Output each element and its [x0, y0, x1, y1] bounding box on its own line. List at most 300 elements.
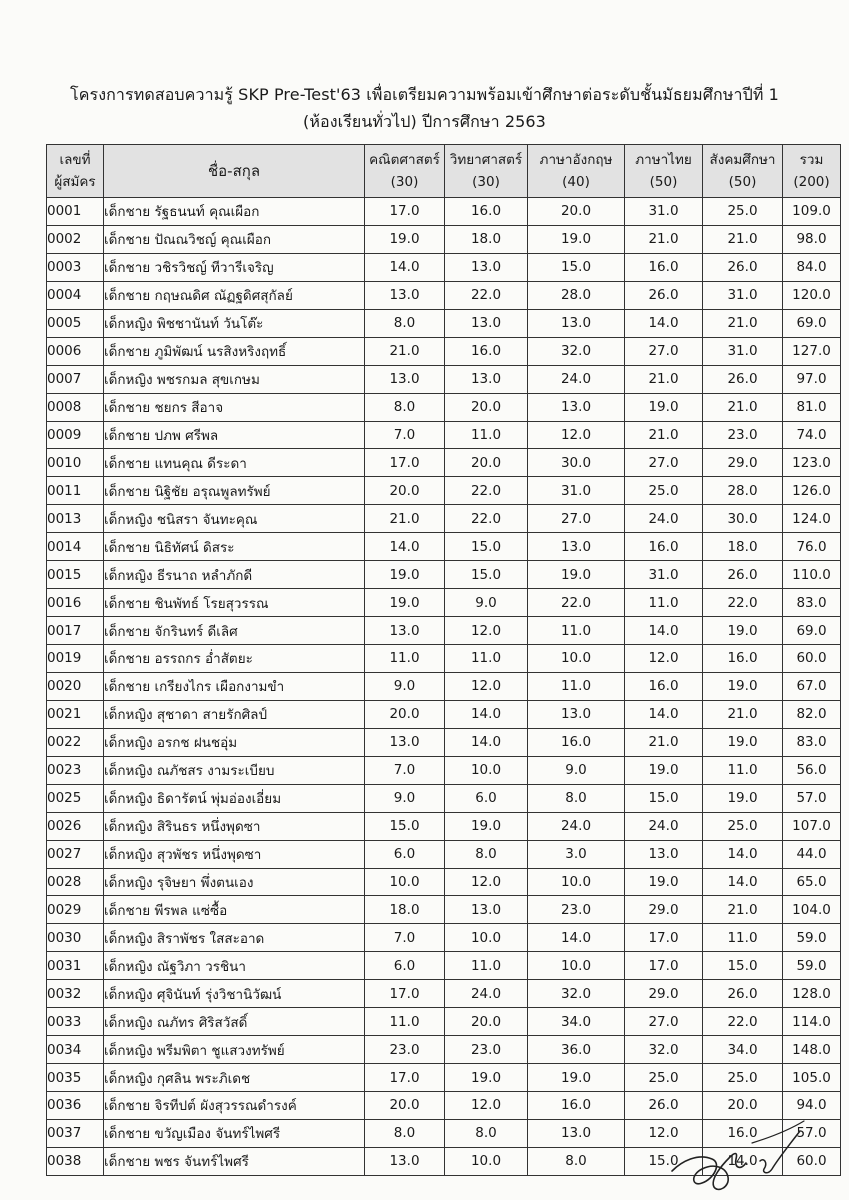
table-row	[47, 728, 841, 756]
cell-science: 16.0	[445, 337, 528, 365]
cell-id: 0001	[47, 198, 104, 226]
cell-thai: 19.0	[625, 868, 703, 896]
table-row	[47, 840, 841, 868]
table-row	[47, 617, 841, 645]
cell-social: 25.0	[703, 1064, 783, 1092]
cell-english: 34.0	[528, 1008, 625, 1036]
cell-social: 25.0	[703, 812, 783, 840]
cell-total: 83.0	[783, 589, 841, 617]
cell-math: 20.0	[365, 1092, 445, 1120]
cell-thai: 25.0	[625, 1064, 703, 1092]
cell-name: เด็กหญิง ธีรนาถ หลำภักดี	[104, 561, 365, 589]
cell-id: 0032	[47, 980, 104, 1008]
cell-math: 13.0	[365, 617, 445, 645]
header-social: สังคมศึกษา (50)	[703, 145, 783, 198]
cell-english: 9.0	[528, 756, 625, 784]
cell-social: 21.0	[703, 309, 783, 337]
cell-social: 29.0	[703, 449, 783, 477]
cell-thai: 25.0	[625, 477, 703, 505]
cell-id: 0031	[47, 952, 104, 980]
cell-math: 19.0	[365, 589, 445, 617]
cell-total: 81.0	[783, 393, 841, 421]
cell-thai: 21.0	[625, 365, 703, 393]
cell-thai: 19.0	[625, 393, 703, 421]
cell-english: 13.0	[528, 393, 625, 421]
cell-social: 19.0	[703, 784, 783, 812]
cell-thai: 24.0	[625, 812, 703, 840]
cell-id: 0019	[47, 645, 104, 673]
cell-science: 19.0	[445, 1064, 528, 1092]
cell-english: 16.0	[528, 728, 625, 756]
cell-math: 14.0	[365, 533, 445, 561]
table-row	[47, 533, 841, 561]
cell-name: เด็กหญิง สุวพัชร หนึ่งพุดซา	[104, 840, 365, 868]
cell-name: เด็กชาย ภูมิพัฒน์ นรสิงหริงฤทธิ์	[104, 337, 365, 365]
table-header-row	[47, 145, 841, 198]
cell-social: 20.0	[703, 1092, 783, 1120]
cell-total: 148.0	[783, 1036, 841, 1064]
cell-thai: 16.0	[625, 253, 703, 281]
cell-math: 17.0	[365, 980, 445, 1008]
cell-total: 83.0	[783, 728, 841, 756]
cell-thai: 16.0	[625, 533, 703, 561]
cell-thai: 26.0	[625, 281, 703, 309]
cell-thai: 21.0	[625, 728, 703, 756]
cell-total: 60.0	[783, 1147, 841, 1175]
cell-science: 10.0	[445, 1147, 528, 1175]
cell-english: 22.0	[528, 589, 625, 617]
cell-name: เด็กหญิง อรกช ฝนชอุ่ม	[104, 728, 365, 756]
cell-science: 13.0	[445, 365, 528, 393]
cell-math: 21.0	[365, 337, 445, 365]
cell-thai: 15.0	[625, 1147, 703, 1175]
cell-english: 36.0	[528, 1036, 625, 1064]
cell-thai: 11.0	[625, 589, 703, 617]
cell-english: 31.0	[528, 477, 625, 505]
cell-science: 10.0	[445, 756, 528, 784]
cell-id: 0009	[47, 421, 104, 449]
cell-id: 0017	[47, 617, 104, 645]
cell-name: เด็กชาย ปัณณวิชญ์ คุณเผือก	[104, 225, 365, 253]
cell-thai: 24.0	[625, 505, 703, 533]
cell-total: 109.0	[783, 198, 841, 226]
cell-science: 20.0	[445, 449, 528, 477]
cell-id: 0023	[47, 756, 104, 784]
header-total: รวม (200)	[783, 145, 841, 198]
cell-math: 21.0	[365, 505, 445, 533]
cell-name: เด็กหญิง ณัฐวิภา วรชินา	[104, 952, 365, 980]
cell-social: 26.0	[703, 253, 783, 281]
cell-science: 12.0	[445, 1092, 528, 1120]
cell-total: 105.0	[783, 1064, 841, 1092]
table-row	[47, 924, 841, 952]
cell-total: 67.0	[783, 672, 841, 700]
cell-math: 6.0	[365, 840, 445, 868]
cell-social: 21.0	[703, 225, 783, 253]
cell-id: 0015	[47, 561, 104, 589]
cell-science: 14.0	[445, 700, 528, 728]
cell-id: 0002	[47, 225, 104, 253]
cell-math: 7.0	[365, 924, 445, 952]
table-row	[47, 645, 841, 673]
cell-name: เด็กชาย พชร จันทร์ไพศรี	[104, 1147, 365, 1175]
cell-science: 11.0	[445, 952, 528, 980]
cell-total: 126.0	[783, 477, 841, 505]
cell-english: 8.0	[528, 1147, 625, 1175]
cell-social: 26.0	[703, 561, 783, 589]
cell-total: 69.0	[783, 617, 841, 645]
header-name: ชื่อ-สกุล	[104, 145, 365, 198]
cell-science: 12.0	[445, 617, 528, 645]
cell-total: 60.0	[783, 645, 841, 673]
cell-total: 59.0	[783, 952, 841, 980]
cell-thai: 31.0	[625, 198, 703, 226]
cell-name: เด็กชาย นิธิทัศน์ ดิสระ	[104, 533, 365, 561]
cell-total: 84.0	[783, 253, 841, 281]
score-table-body	[47, 198, 841, 1176]
cell-english: 10.0	[528, 952, 625, 980]
table-row	[47, 281, 841, 309]
cell-english: 11.0	[528, 672, 625, 700]
cell-social: 15.0	[703, 952, 783, 980]
cell-science: 24.0	[445, 980, 528, 1008]
cell-name: เด็กหญิง ณภัทร ศิริสวัสดิ์	[104, 1008, 365, 1036]
cell-science: 10.0	[445, 924, 528, 952]
header-id: เลขที่ ผู้สมัคร	[47, 145, 104, 198]
cell-thai: 26.0	[625, 1092, 703, 1120]
cell-math: 11.0	[365, 1008, 445, 1036]
table-row	[47, 505, 841, 533]
table-row	[47, 980, 841, 1008]
cell-total: 65.0	[783, 868, 841, 896]
cell-science: 13.0	[445, 253, 528, 281]
cell-name: เด็กชาย เกรียงไกร เผือกงามขำ	[104, 672, 365, 700]
cell-id: 0025	[47, 784, 104, 812]
cell-social: 21.0	[703, 896, 783, 924]
cell-id: 0038	[47, 1147, 104, 1175]
cell-math: 17.0	[365, 449, 445, 477]
cell-name: เด็กชาย พีรพล แซ่ซื้อ	[104, 896, 365, 924]
cell-math: 11.0	[365, 645, 445, 673]
cell-id: 0007	[47, 365, 104, 393]
cell-total: 110.0	[783, 561, 841, 589]
cell-id: 0005	[47, 309, 104, 337]
cell-math: 17.0	[365, 1064, 445, 1092]
cell-english: 19.0	[528, 1064, 625, 1092]
table-row	[47, 561, 841, 589]
cell-total: 82.0	[783, 700, 841, 728]
cell-social: 18.0	[703, 533, 783, 561]
cell-english: 12.0	[528, 421, 625, 449]
cell-social: 22.0	[703, 589, 783, 617]
cell-social: 25.0	[703, 198, 783, 226]
signature-mark	[668, 1113, 808, 1195]
cell-thai: 16.0	[625, 672, 703, 700]
cell-english: 27.0	[528, 505, 625, 533]
cell-thai: 14.0	[625, 700, 703, 728]
table-row	[47, 868, 841, 896]
document-title-line1: โครงการทดสอบความรู้ SKP Pre-Test'63 เพื่อเตรียมความพร้อมเข้าศึกษาต่อระดับชั้นมัธยมศึกษาปีที่ 1	[70, 85, 779, 104]
cell-english: 32.0	[528, 980, 625, 1008]
cell-math: 10.0	[365, 868, 445, 896]
cell-total: 120.0	[783, 281, 841, 309]
cell-english: 15.0	[528, 253, 625, 281]
table-row	[47, 337, 841, 365]
cell-id: 0016	[47, 589, 104, 617]
cell-id: 0030	[47, 924, 104, 952]
cell-math: 14.0	[365, 253, 445, 281]
cell-thai: 31.0	[625, 561, 703, 589]
cell-math: 9.0	[365, 672, 445, 700]
cell-english: 16.0	[528, 1092, 625, 1120]
cell-math: 7.0	[365, 756, 445, 784]
cell-total: 44.0	[783, 840, 841, 868]
cell-name: เด็กชาย ขวัญเมือง จันทร์ไพศรี	[104, 1119, 365, 1147]
cell-science: 8.0	[445, 840, 528, 868]
header-math: คณิตศาสตร์ (30)	[365, 145, 445, 198]
table-row	[47, 672, 841, 700]
header-science: วิทยาศาสตร์ (30)	[445, 145, 528, 198]
cell-social: 16.0	[703, 1119, 783, 1147]
cell-math: 23.0	[365, 1036, 445, 1064]
cell-total: 107.0	[783, 812, 841, 840]
cell-english: 20.0	[528, 198, 625, 226]
cell-name: เด็กหญิง ธิดารัตน์ พุ่มอ่องเอี่ยม	[104, 784, 365, 812]
cell-social: 11.0	[703, 756, 783, 784]
cell-name: เด็กชาย จักรินทร์ ดีเลิศ	[104, 617, 365, 645]
table-row	[47, 477, 841, 505]
cell-name: เด็กหญิง พชรกมล สุขเกษม	[104, 365, 365, 393]
cell-social: 21.0	[703, 393, 783, 421]
cell-thai: 27.0	[625, 337, 703, 365]
cell-thai: 29.0	[625, 896, 703, 924]
cell-science: 16.0	[445, 198, 528, 226]
cell-id: 0026	[47, 812, 104, 840]
cell-math: 13.0	[365, 1147, 445, 1175]
cell-math: 9.0	[365, 784, 445, 812]
cell-name: เด็กชาย อรรถกร อ่ำสัตยะ	[104, 645, 365, 673]
cell-total: 56.0	[783, 756, 841, 784]
cell-total: 69.0	[783, 309, 841, 337]
document-title-line2: (ห้องเรียนทั่วไป) ปีการศึกษา 2563	[303, 112, 546, 131]
cell-science: 19.0	[445, 812, 528, 840]
cell-science: 18.0	[445, 225, 528, 253]
cell-english: 13.0	[528, 309, 625, 337]
cell-total: 98.0	[783, 225, 841, 253]
cell-math: 8.0	[365, 1119, 445, 1147]
cell-name: เด็กชาย ชยกร สีอาจ	[104, 393, 365, 421]
cell-social: 19.0	[703, 728, 783, 756]
cell-english: 24.0	[528, 365, 625, 393]
cell-english: 3.0	[528, 840, 625, 868]
cell-science: 22.0	[445, 477, 528, 505]
cell-thai: 27.0	[625, 1008, 703, 1036]
cell-math: 13.0	[365, 728, 445, 756]
cell-id: 0004	[47, 281, 104, 309]
cell-english: 10.0	[528, 645, 625, 673]
cell-english: 14.0	[528, 924, 625, 952]
cell-math: 19.0	[365, 561, 445, 589]
cell-thai: 19.0	[625, 756, 703, 784]
cell-id: 0022	[47, 728, 104, 756]
cell-science: 6.0	[445, 784, 528, 812]
cell-science: 22.0	[445, 281, 528, 309]
cell-thai: 32.0	[625, 1036, 703, 1064]
cell-math: 13.0	[365, 365, 445, 393]
cell-thai: 17.0	[625, 924, 703, 952]
cell-social: 21.0	[703, 700, 783, 728]
table-row	[47, 253, 841, 281]
cell-math: 7.0	[365, 421, 445, 449]
cell-total: 127.0	[783, 337, 841, 365]
cell-social: 14.0	[703, 1147, 783, 1175]
cell-name: เด็กชาย ปภพ ศรีพล	[104, 421, 365, 449]
table-row	[47, 700, 841, 728]
cell-id: 0020	[47, 672, 104, 700]
cell-id: 0021	[47, 700, 104, 728]
table-row	[47, 784, 841, 812]
table-row	[47, 225, 841, 253]
cell-math: 6.0	[365, 952, 445, 980]
cell-social: 31.0	[703, 337, 783, 365]
cell-id: 0011	[47, 477, 104, 505]
cell-math: 8.0	[365, 309, 445, 337]
cell-science: 12.0	[445, 868, 528, 896]
cell-science: 20.0	[445, 1008, 528, 1036]
cell-thai: 14.0	[625, 309, 703, 337]
cell-english: 23.0	[528, 896, 625, 924]
table-row	[47, 421, 841, 449]
cell-science: 12.0	[445, 672, 528, 700]
cell-id: 0010	[47, 449, 104, 477]
cell-name: เด็กหญิง ศุจินันท์ รุ่งวิชานิวัฒน์	[104, 980, 365, 1008]
cell-total: 123.0	[783, 449, 841, 477]
cell-id: 0037	[47, 1119, 104, 1147]
cell-name: เด็กชาย รัฐธนนท์ คุณเผือก	[104, 198, 365, 226]
cell-social: 30.0	[703, 505, 783, 533]
cell-name: เด็กหญิง สิรินธร หนึ่งพุดซา	[104, 812, 365, 840]
cell-name: เด็กชาย นิฐิชัย อรุณพูลทรัพย์	[104, 477, 365, 505]
cell-thai: 14.0	[625, 617, 703, 645]
cell-science: 11.0	[445, 421, 528, 449]
cell-math: 18.0	[365, 896, 445, 924]
table-row	[47, 365, 841, 393]
cell-name: เด็กหญิง กุศลิน พระภิเดช	[104, 1064, 365, 1092]
table-row	[47, 198, 841, 226]
cell-english: 13.0	[528, 533, 625, 561]
table-row	[47, 1008, 841, 1036]
cell-thai: 12.0	[625, 645, 703, 673]
cell-id: 0035	[47, 1064, 104, 1092]
cell-social: 16.0	[703, 645, 783, 673]
cell-social: 22.0	[703, 1008, 783, 1036]
cell-total: 124.0	[783, 505, 841, 533]
cell-name: เด็กชาย แทนคุณ ดีระดา	[104, 449, 365, 477]
cell-name: เด็กหญิง พิชชานันท์ วันโต๊ะ	[104, 309, 365, 337]
table-row	[47, 1036, 841, 1064]
cell-total: 128.0	[783, 980, 841, 1008]
cell-social: 28.0	[703, 477, 783, 505]
cell-social: 31.0	[703, 281, 783, 309]
cell-thai: 13.0	[625, 840, 703, 868]
cell-science: 14.0	[445, 728, 528, 756]
cell-science: 15.0	[445, 561, 528, 589]
cell-social: 14.0	[703, 840, 783, 868]
cell-name: เด็กชาย ชินพัทธ์ โรยสุวรรณ	[104, 589, 365, 617]
cell-science: 9.0	[445, 589, 528, 617]
table-row	[47, 589, 841, 617]
cell-total: 74.0	[783, 421, 841, 449]
cell-id: 0036	[47, 1092, 104, 1120]
cell-science: 13.0	[445, 896, 528, 924]
cell-english: 13.0	[528, 700, 625, 728]
cell-english: 8.0	[528, 784, 625, 812]
cell-total: 114.0	[783, 1008, 841, 1036]
cell-math: 17.0	[365, 198, 445, 226]
cell-thai: 21.0	[625, 421, 703, 449]
cell-name: เด็กชาย จิรทีปต์ ผังสุวรรณดำรงค์	[104, 1092, 365, 1120]
cell-name: เด็กหญิง สิราพัชร ใสสะอาด	[104, 924, 365, 952]
cell-total: 57.0	[783, 1119, 841, 1147]
cell-total: 57.0	[783, 784, 841, 812]
table-row	[47, 812, 841, 840]
cell-english: 10.0	[528, 868, 625, 896]
cell-science: 20.0	[445, 393, 528, 421]
table-row	[47, 393, 841, 421]
table-row	[47, 756, 841, 784]
cell-total: 59.0	[783, 924, 841, 952]
cell-id: 0003	[47, 253, 104, 281]
cell-id: 0013	[47, 505, 104, 533]
table-row	[47, 1064, 841, 1092]
table-row	[47, 309, 841, 337]
cell-id: 0034	[47, 1036, 104, 1064]
cell-social: 14.0	[703, 868, 783, 896]
cell-social: 19.0	[703, 617, 783, 645]
cell-name: เด็กหญิง รุจิษยา พึ่งตนเอง	[104, 868, 365, 896]
cell-english: 19.0	[528, 225, 625, 253]
cell-id: 0027	[47, 840, 104, 868]
cell-total: 76.0	[783, 533, 841, 561]
cell-math: 19.0	[365, 225, 445, 253]
cell-total: 104.0	[783, 896, 841, 924]
cell-english: 24.0	[528, 812, 625, 840]
cell-name: เด็กหญิง ชนิสรา จันทะคุณ	[104, 505, 365, 533]
cell-science: 15.0	[445, 533, 528, 561]
cell-math: 13.0	[365, 281, 445, 309]
cell-social: 11.0	[703, 924, 783, 952]
cell-social: 26.0	[703, 980, 783, 1008]
cell-id: 0028	[47, 868, 104, 896]
cell-thai: 21.0	[625, 225, 703, 253]
cell-name: เด็กหญิง สุชาดา สายรักศิลป์	[104, 700, 365, 728]
cell-thai: 12.0	[625, 1119, 703, 1147]
cell-math: 20.0	[365, 700, 445, 728]
cell-science: 22.0	[445, 505, 528, 533]
cell-english: 30.0	[528, 449, 625, 477]
cell-name: เด็กหญิง พรีมพิตา ชูแสวงทรัพย์	[104, 1036, 365, 1064]
table-row	[47, 896, 841, 924]
cell-social: 34.0	[703, 1036, 783, 1064]
cell-english: 28.0	[528, 281, 625, 309]
cell-thai: 15.0	[625, 784, 703, 812]
cell-total: 97.0	[783, 365, 841, 393]
score-table	[46, 144, 841, 1176]
cell-id: 0008	[47, 393, 104, 421]
cell-name: เด็กชาย วชิรวิชญ์ ทีวารีเจริญ	[104, 253, 365, 281]
cell-id: 0006	[47, 337, 104, 365]
cell-id: 0014	[47, 533, 104, 561]
